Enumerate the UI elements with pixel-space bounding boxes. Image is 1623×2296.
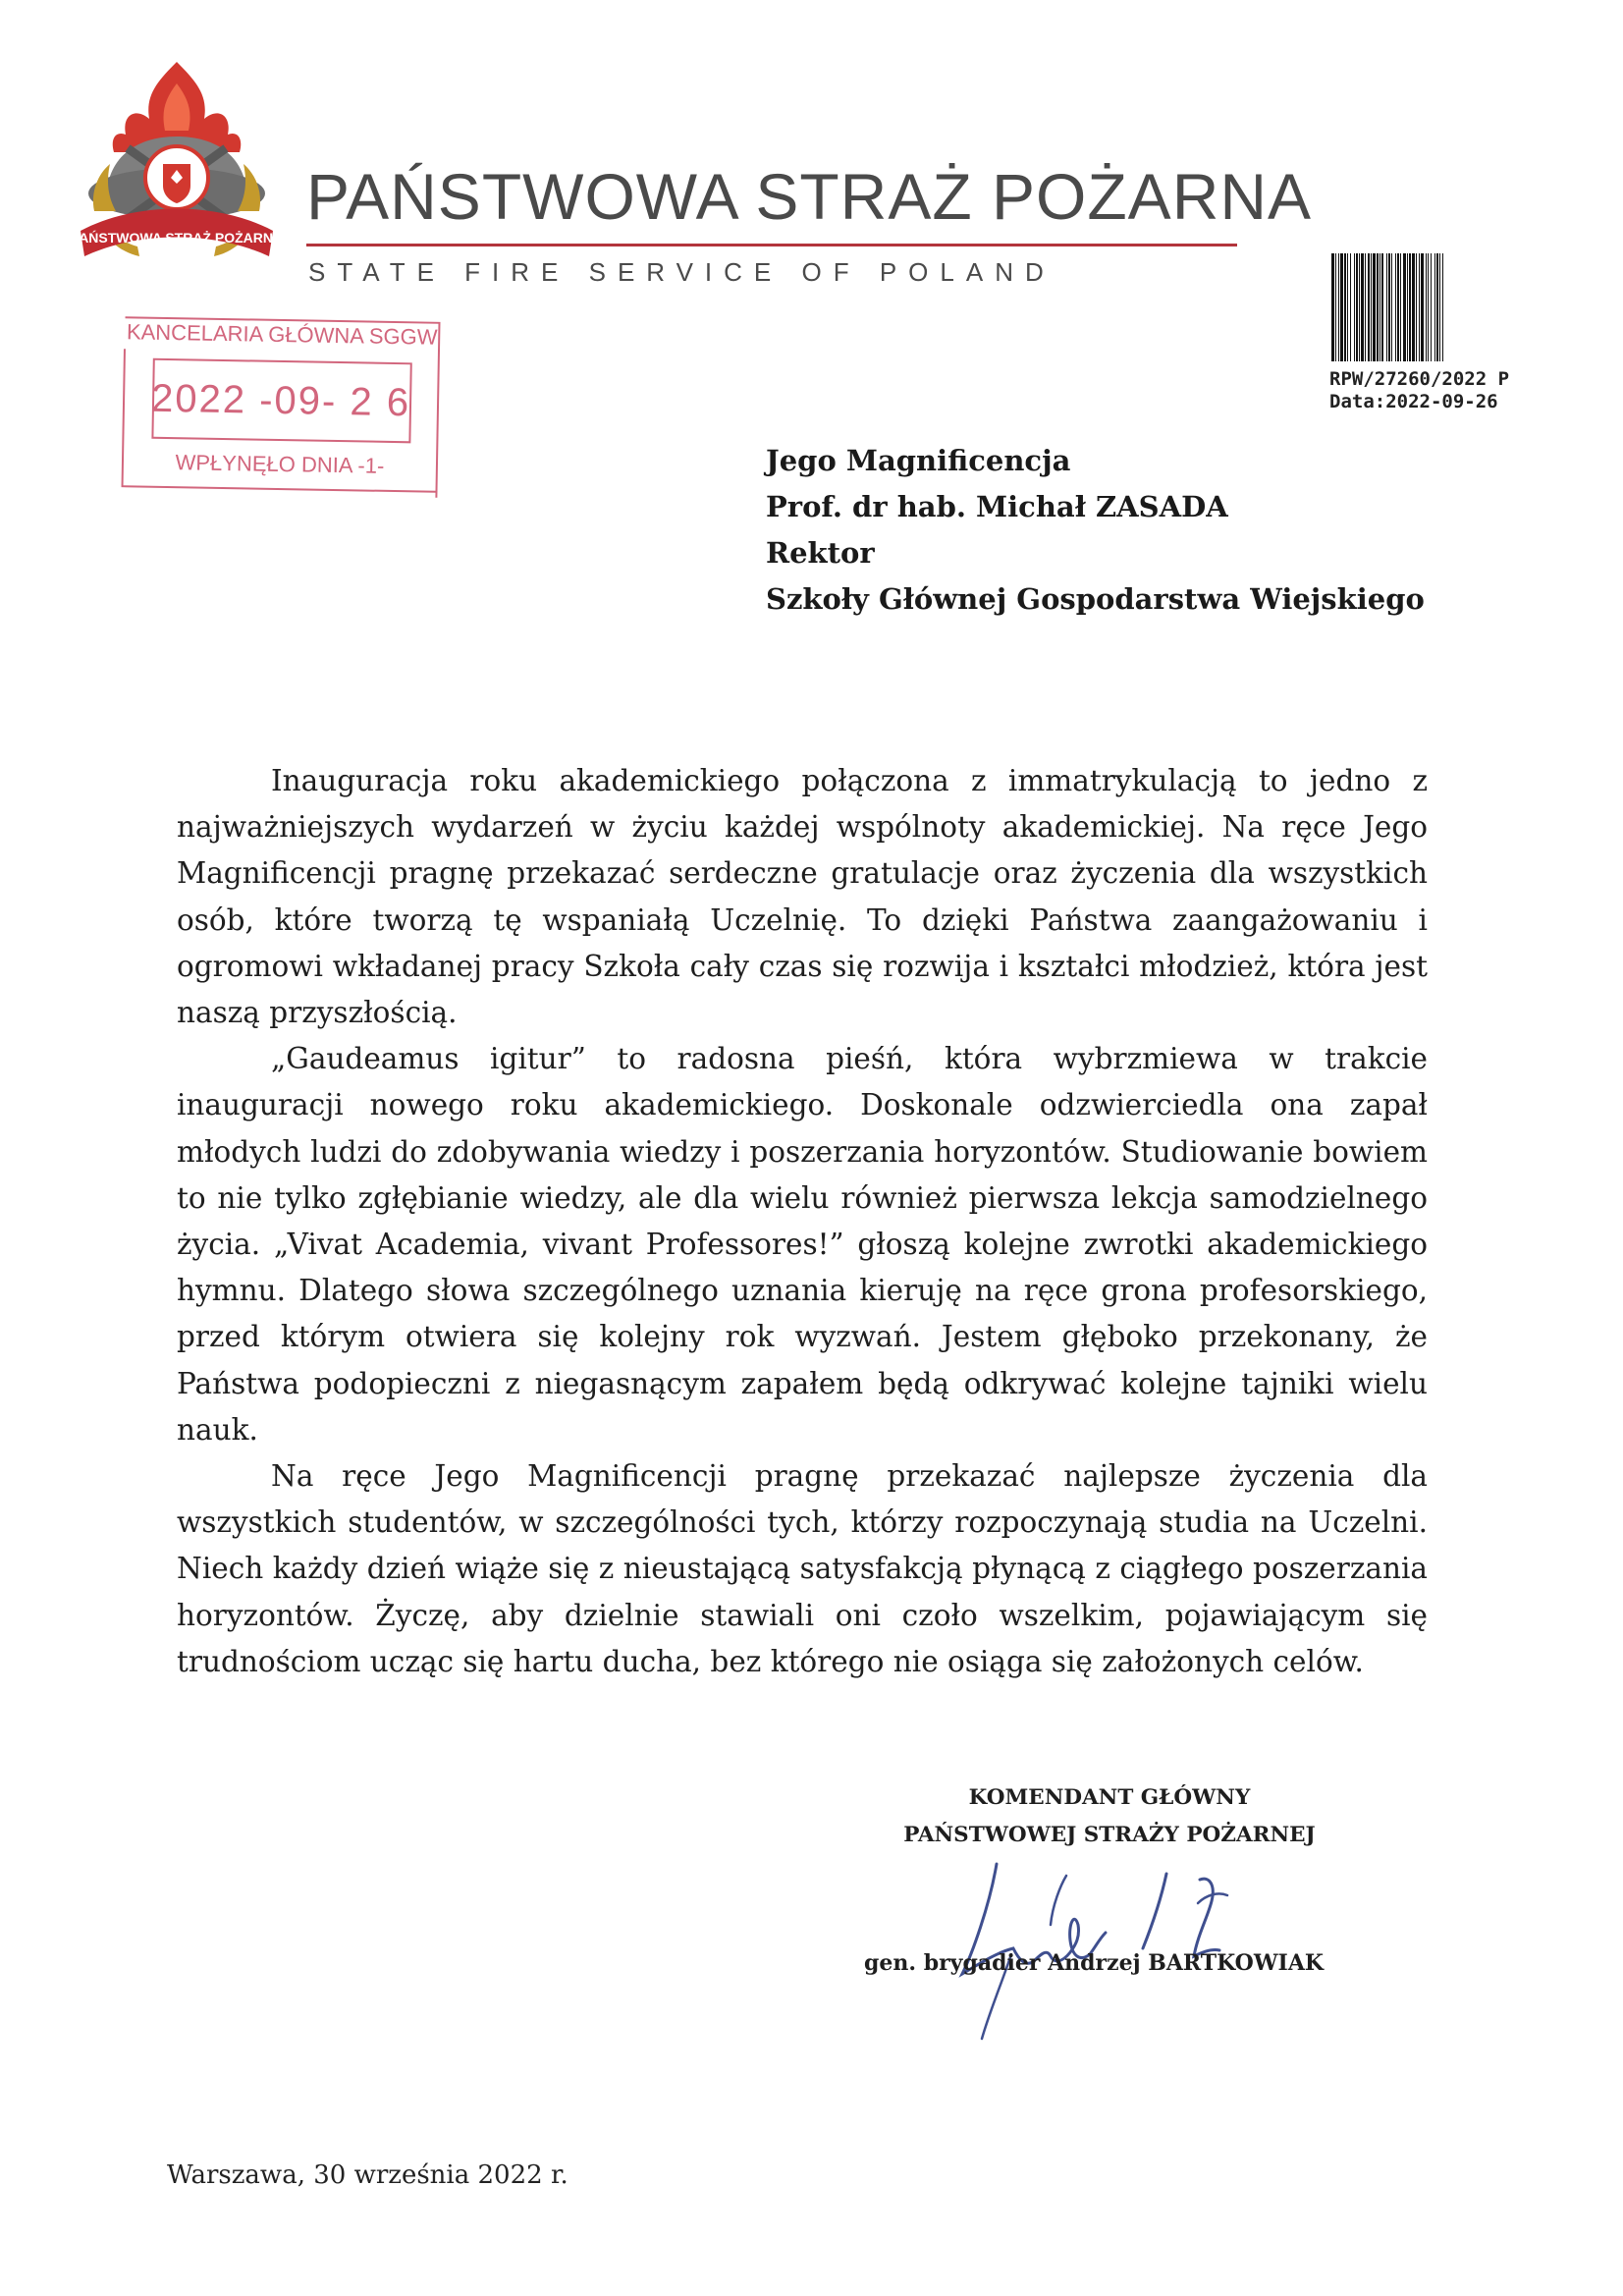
barcode-bar bbox=[1416, 253, 1417, 361]
barcode-reference: RPW/27260/2022 P bbox=[1329, 368, 1510, 390]
barcode-bar bbox=[1361, 253, 1364, 361]
barcode-bar bbox=[1419, 253, 1420, 361]
barcode-bar bbox=[1426, 253, 1427, 361]
header-divider bbox=[306, 244, 1237, 246]
barcode-bar bbox=[1388, 253, 1390, 361]
addressee-position: Rektor bbox=[766, 536, 875, 570]
barcode-bar bbox=[1397, 253, 1399, 361]
barcode-bar bbox=[1407, 253, 1408, 361]
barcode-bar bbox=[1409, 253, 1411, 361]
barcode-bar bbox=[1344, 253, 1346, 361]
barcode-bar bbox=[1331, 253, 1334, 361]
place-and-date: Warszawa, 30 września 2022 r. bbox=[167, 2160, 568, 2190]
barcode-bar bbox=[1403, 253, 1406, 361]
registry-stamp bbox=[120, 309, 441, 502]
handwritten-signature bbox=[903, 1846, 1296, 2043]
barcode-bar bbox=[1371, 253, 1372, 361]
barcode-bar bbox=[1442, 253, 1443, 361]
barcode-bar bbox=[1354, 253, 1355, 361]
signatory-title bbox=[864, 1779, 1355, 1854]
barcode-bar bbox=[1365, 253, 1366, 361]
stamp-received-label: WPŁYNĘŁO DNIA -1- bbox=[175, 450, 385, 478]
registry-barcode bbox=[1331, 253, 1551, 361]
barcode-bar bbox=[1347, 253, 1348, 361]
barcode-bar bbox=[1386, 253, 1387, 361]
letter-body bbox=[177, 758, 1428, 1685]
barcode-bar bbox=[1412, 253, 1415, 361]
barcode-bar bbox=[1350, 253, 1351, 361]
barcode-bar bbox=[1338, 253, 1339, 361]
fire-service-logo bbox=[77, 54, 278, 290]
barcode-bar bbox=[1400, 253, 1401, 361]
barcode-bar bbox=[1377, 253, 1379, 361]
barcode-bar bbox=[1395, 253, 1396, 361]
barcode-bar bbox=[1368, 253, 1370, 361]
barcode-bar bbox=[1434, 253, 1435, 361]
barcode-bar bbox=[1356, 253, 1358, 361]
body-paragraph: Na ręce Jego Magnificencji pragnę przekazać najlepsze życzenia dla wszystkich studentów, w szczególności tych, którzy rozpoczynają studia na Uczelni. Niech każdy dzień wiąże się z nieustającą satysfakcją płynącą z ciągłego poszerzania horyzontów. Życzę, aby dzielnie stawiali oni czoło wszelkim, pojawiającym się trudnościom ucząc się hartu ducha, bez którego nie osiąga się założonych celów. bbox=[177, 1459, 1428, 1678]
barcode-bar bbox=[1439, 253, 1440, 361]
barcode-bar bbox=[1340, 253, 1343, 361]
barcode-bar bbox=[1373, 253, 1376, 361]
barcode-bar bbox=[1421, 253, 1424, 361]
stamp-office: KANCELARIA GŁÓWNA SGGW bbox=[126, 319, 438, 350]
barcode-bar bbox=[1436, 253, 1438, 361]
barcode-date: Data:2022-09-26 bbox=[1329, 391, 1498, 412]
signer-name: gen. brygadier Andrzej BARTKOWIAK bbox=[864, 1950, 1325, 1976]
logo-band-text: PAŃSTWOWA STRAŻ POŻARNA bbox=[77, 230, 278, 246]
barcode-bar bbox=[1391, 253, 1392, 361]
barcode-bar bbox=[1335, 253, 1336, 361]
signatory-title-line1: KOMENDANT GŁÓWNY bbox=[968, 1785, 1251, 1810]
organization-title: PAŃSTWOWA STRAŻ POŻARNA bbox=[306, 160, 1313, 233]
organization-subtitle: STATE FIRE SERVICE OF POLAND bbox=[308, 257, 1055, 287]
stamp-date: 2022 -09- 2 6 bbox=[150, 376, 411, 425]
addressee-honorific: Jego Magnificencja bbox=[766, 444, 1071, 477]
body-paragraph: Inauguracja roku akademickiego połączona z immatrykulacją to jedno z najważniejszych wydarzeń w życiu każdej wspólnoty akademickiej. Na ręce Jego Magnificencji pragnę przekazać serdeczne gratulacje oraz życzenia dla wszystkich osób, które tworzą tę wspaniałą Uczelnię. To dzięki Państwa zaangażowaniu i ogromowi wkładanej pracy Szkoła cały czas się rozwija i kształci młodzież, która jest naszą przyszłością. bbox=[177, 764, 1428, 1030]
barcode-bar bbox=[1431, 253, 1432, 361]
addressee-institution: Szkoły Głównej Gospodarstwa Wiejskiego bbox=[766, 582, 1425, 616]
barcode-bar bbox=[1428, 253, 1429, 361]
signatory-title-line2: PAŃSTWOWEJ STRAŻY POŻARNEJ bbox=[903, 1823, 1316, 1847]
body-paragraph: „Gaudeamus igitur” to radosna pieśń, która wybrzmiewa w trakcie inauguracji nowego roku akademickiego. Doskonale odzwierciedla ona zapał młodych ludzi do zdobywania wiedzy i poszerzania horyzontów. Studiowanie bowiem to nie tylko zgłębianie wiedzy, ale dla wielu również pierwsza lekcja samodzielnego życia. „Vivat Academia, vivant Professores!” głoszą kolejne zwrotki akademickiego hymnu. Dlatego słowa szczególnego uznania kieruję na ręce grona profesorskiego, przed którym otwiera się kolejny rok wyzwań. Jestem głęboko przekonany, że Państwa podopieczni z niegasnącym zapałem będą odkrywać kolejne tajniki wielu nauk. bbox=[177, 1042, 1428, 1447]
addressee-name: Prof. dr hab. Michał ZASADA bbox=[766, 490, 1228, 523]
addressee-block bbox=[766, 438, 1425, 623]
barcode-bar bbox=[1381, 253, 1383, 361]
barcode-bar bbox=[1359, 253, 1360, 361]
